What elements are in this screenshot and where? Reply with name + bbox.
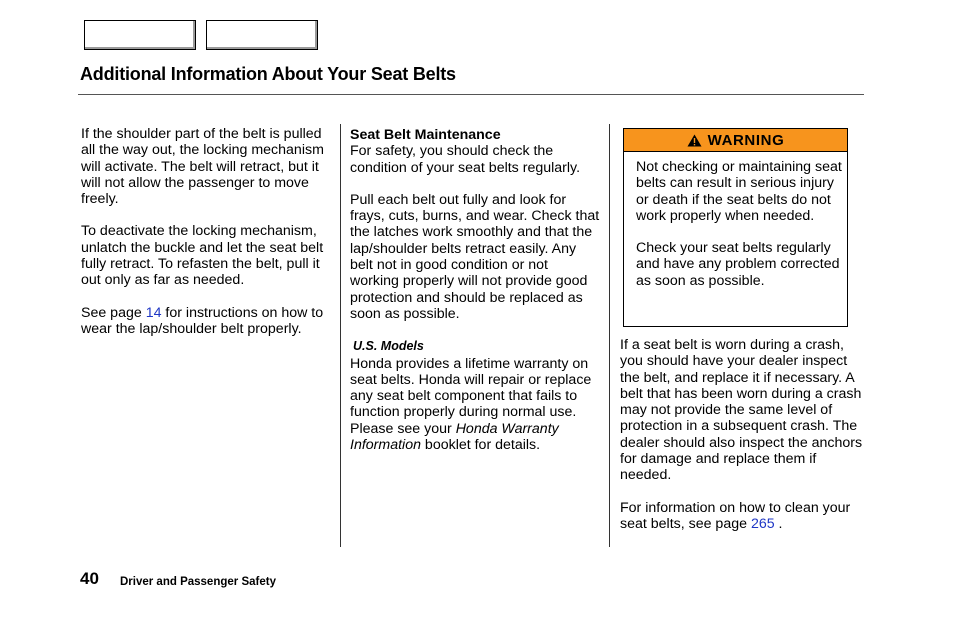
page-265-link[interactable]: 265	[750, 515, 775, 532]
maintenance-heading: Seat Belt Maintenance	[350, 127, 501, 143]
check-condition-paragraph: For safety, you should check the condition of your seat belts regularly.	[350, 143, 581, 176]
cleaning-paragraph	[620, 500, 870, 533]
warning-body	[624, 152, 847, 289]
page-14-link[interactable]: 14	[145, 304, 162, 321]
title-divider	[78, 94, 864, 95]
see-page-text: See page	[81, 304, 146, 321]
warning-label: WARNING	[707, 131, 785, 149]
warranty-booklet-title: Honda Warranty Information	[350, 420, 559, 454]
warning-paragraph: Check your seat belts regularly and have any problem corrected as soon as possible.	[636, 240, 840, 289]
middle-column	[350, 127, 600, 469]
column-divider	[340, 124, 341, 547]
warning-paragraph: Not checking or maintaining seat belts can result in serious injury or death if the seat belts do not work properly when needed.	[636, 159, 842, 224]
us-models-label: U.S. Models	[353, 339, 424, 354]
see-page-text-end: for instructions on how to wear the lap/shoulder belt properly.	[81, 304, 324, 337]
crash-inspection-paragraph: If a seat belt is worn during a crash, you should have your dealer inspect the belt, and replace it if necessary. A belt that has been worn during a crash may not provide the same level of protection in a subsequent crash. The dealer should also inspect the anchors for damage and replace them if needed.	[620, 337, 863, 484]
cleaning-text-end: .	[774, 515, 783, 532]
warning-box	[623, 128, 848, 327]
cleaning-text: For information on how to clean your seat belts, see page	[620, 499, 851, 532]
page-title: Additional Information About Your Seat Belts	[80, 64, 456, 84]
section-name: Driver and Passenger Safety	[120, 576, 276, 588]
warranty-paragraph	[350, 356, 600, 454]
warning-triangle-icon	[687, 134, 702, 147]
see-page-paragraph	[81, 305, 325, 338]
inspect-belt-paragraph: Pull each belt out fully and look for frays, cuts, burns, and wear. Check that the latches work smoothly and that the lap/shoulder belts retract easily. Any belt not in good condition or not working properly will not provide good protection and should be replaced as soon as possible.	[350, 191, 600, 322]
previous-page-button[interactable]	[84, 20, 196, 50]
deactivate-paragraph: To deactivate the locking mechanism, unlatch the buckle and let the seat belt fully retract. To refasten the belt, pull it out only as far as needed.	[81, 223, 324, 289]
next-page-button[interactable]	[206, 20, 318, 50]
column-divider	[609, 124, 610, 547]
locking-paragraph: If the shoulder part of the belt is pulled all the way out, the locking mechanism will activate. The belt will retract, but it will not allow the passenger to move freely.	[81, 126, 324, 208]
warranty-text-end: booklet for details.	[420, 437, 541, 454]
page-number: 40	[80, 569, 99, 588]
right-column	[620, 337, 870, 548]
warning-header	[624, 129, 847, 152]
left-column	[81, 126, 325, 353]
warranty-text: Honda provides a lifetime warranty on seat belts. Honda will repair or replace any seat belt component that fails to function properly during normal use. Please see your	[350, 355, 592, 437]
